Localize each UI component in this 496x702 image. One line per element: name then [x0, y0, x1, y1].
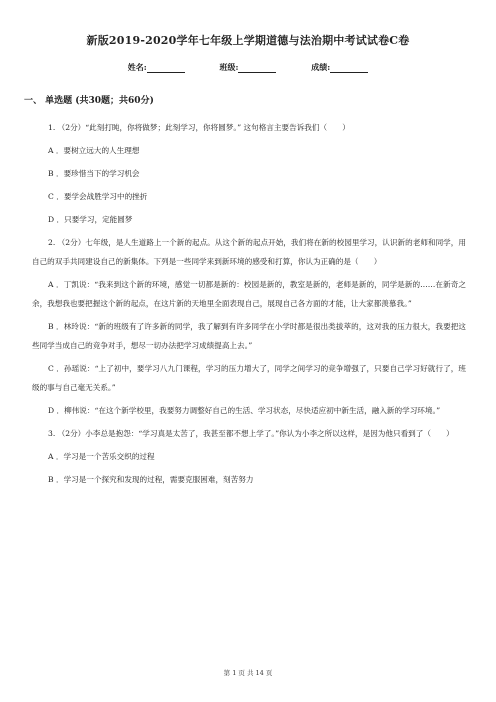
score-label: 成绩:: [311, 62, 331, 72]
option-d: D ．只要学习，定能圆梦: [48, 215, 133, 224]
option-a: A ．丁凯说：“我来到这个新的环境，感觉一切都是新的：校园是新的，教室是新的，老师是新的，同学是新的……在新奇之余，我想我也要把握这个新的起点，在这片新的天地里全面表现自己，展现自己各方面的才能，让大家都羡慕我。”: [32, 280, 466, 308]
option-b: B ．学习是一个探究和发现的过程，需要克服困难，刻苦努力: [48, 475, 254, 484]
score-field: [311, 62, 368, 73]
name-blank[interactable]: [147, 64, 185, 73]
question-3: [32, 424, 466, 489]
page-number: 第 1 页 共 14 页: [223, 669, 273, 677]
class-label: 班级:: [219, 62, 239, 72]
option-a: A ．要树立远大的人生理想: [48, 146, 140, 155]
student-info-row: [0, 62, 496, 73]
class-blank[interactable]: [238, 64, 276, 73]
section-heading: 一、 单选题 (共30题；共60分): [24, 96, 154, 106]
question-text: 1. （2分）“此刻打盹，你将做梦；此刻学习，你将圆梦。” 这句格言主要告诉我们（ ）: [48, 123, 350, 132]
option-a: A ．学习是一个苦乐交织的过程: [48, 452, 155, 461]
questions-list: [32, 118, 466, 493]
option-c: C ．孙瑶说：“上了初中，要学习八九门课程，学习的压力增大了，同学之间学习的竞争增强了，只要自己学习好就行了，班级的事与自己毫无关系。”: [32, 364, 466, 392]
option-d: D ．柳伟说：“在这个新学校里，我要努力调整好自己的生活、学习状态，尽快适应初中新生活，融入新的学习环境。”: [48, 406, 441, 415]
question-text: 3. （2分）小李总是抱怨：“学习真是太苦了，我甚至都不想上学了。”你认为小李之所以这样，是因为他只看到了（ ）: [48, 429, 454, 438]
question-1: [32, 118, 466, 229]
score-blank[interactable]: [330, 64, 368, 73]
question-2: [32, 233, 466, 420]
exam-title: 新版2019-2020学年七年级上学期道德与法治期中考试试卷C卷: [86, 34, 410, 47]
option-c: C ．要学会战胜学习中的挫折: [48, 192, 148, 201]
option-b: B ．林玲说：“新的班级有了许多新的同学，我了解到有许多同学在小学时都是很出类拔萃的，这对我的压力很大，我要把这些同学当成自己的竞争对手，想尽一切办法把学习成绩提高上去。”: [32, 322, 466, 350]
option-b: B ．要珍惜当下的学习机会: [48, 169, 140, 178]
question-text: 2. （2分）七年级，是人生道路上一个新的起点。从这个新的起点开始，我们将在新的校园里学习，认识新的老师和同学，用自己的双手共同建设自己的新集体。下列是一些同学来到新环境的感受和打算，你认为正确的是（ ）: [32, 238, 466, 266]
name-label: 姓名:: [127, 62, 147, 72]
name-field: [128, 62, 185, 73]
class-field: [220, 62, 277, 73]
